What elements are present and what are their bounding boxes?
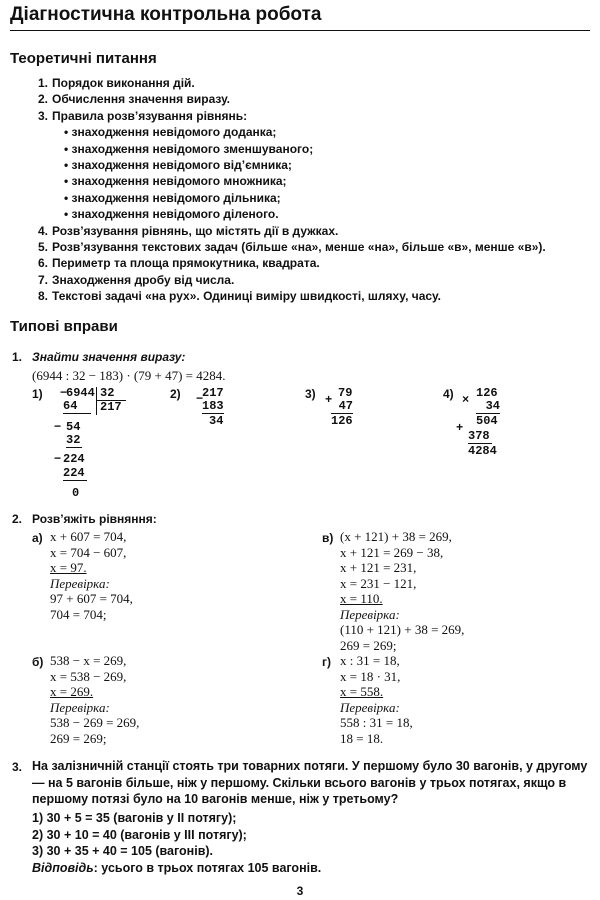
list-item: 5. Розв’язування текстових задач (більше «на», менше «на», більше «в», менше «в»). [38, 240, 546, 255]
equation-label: б) [32, 655, 44, 669]
addition-block: + 79 47 126 [325, 386, 353, 428]
division-block: − 6944 32 64 217 − 54 32 − 224 224 0 [60, 387, 74, 582]
column-label: 2) [170, 387, 181, 401]
exercise-number: 2. [12, 512, 23, 526]
multiplication-block: × 126 34 + 504 378 4284 [456, 386, 500, 458]
check-label: Перевірка: [340, 606, 400, 622]
list-item: 7. Знаходження дробу від числа. [38, 272, 235, 287]
divisor: 32 [100, 386, 115, 400]
check-label: Перевірка: [340, 699, 400, 715]
practice-heading: Типові вправи [10, 318, 118, 335]
check-label: Перевірка: [50, 575, 110, 591]
sub-item: • знаходження невідомого дільника; [64, 190, 281, 205]
equation-v: (x + 121) + 38 = 269, x + 121 = 269 − 38, x + 121 = 231, x = 231 − 121, x = 110. Перевірка: (110 + 121) + 38 = 269, 269 = 269; [340, 529, 465, 653]
column-label: 3) [305, 387, 316, 401]
theory-list [38, 75, 546, 305]
sub-2: 32 [66, 433, 81, 447]
remainder-final: 0 [72, 486, 80, 500]
sub-item: • знаходження невідомого зменшуваного; [64, 141, 314, 156]
title-rule [10, 30, 590, 31]
dividend: 6944 [66, 386, 95, 400]
problem-text: На залізничній станції стоять три товарних потяги. У першому було 30 вагонів, у другому — на 5 вагонів більше, ніж у першому. Скільки всього вагонів у трьох потягах, якщо в першому потязі було на 10 вагонів менше, ніж у третьому? [32, 759, 588, 806]
exercise-number: 3. [12, 760, 23, 774]
page-title: Діагностична контрольна робота [10, 4, 322, 25]
page-number: 3 [296, 884, 304, 898]
equation-label: в) [322, 531, 334, 545]
exercise-task: Знайти значення виразу: [32, 350, 186, 364]
sub-1: 64 [63, 400, 91, 414]
answer-line: Відповідь: усього в трьох потягах 105 вагонів. [32, 860, 322, 875]
sub-3: 224 [63, 467, 87, 481]
list-item: 4. Розв’язування рівнянь, що містять дії в дужках. [38, 223, 339, 238]
equation-a: x + 607 = 704, x = 704 − 607, x = 97. Перевірка: 97 + 607 = 704, 704 = 704; [50, 529, 133, 622]
theory-heading: Теоретичні питання [10, 50, 157, 67]
expression: (6944 : 32 − 183) · (79 + 47) = 4284. [32, 368, 226, 383]
remainder-1: 54 [66, 420, 81, 434]
exercise-task: Розв’яжіть рівняння: [32, 512, 157, 526]
sub-item: • знаходження невідомого від’ємника; [64, 158, 292, 173]
check-label: Перевірка: [50, 699, 110, 715]
list-item: 2. Обчислення значення виразу. [38, 92, 231, 107]
list-item: 3. Правила розв’язування рівнянь: [38, 108, 248, 123]
subtraction-block: − 217 183 34 [196, 386, 224, 428]
quotient: 217 [100, 400, 122, 414]
list-item: 8. Текстові задачі «на рух». Одиниці виміру швидкості, шляху, часу. [38, 289, 442, 304]
sub-item: • знаходження невідомого діленого. [64, 207, 279, 222]
column-label: 4) [443, 387, 454, 401]
equation-label: а) [32, 531, 43, 545]
column-label: 1) [32, 387, 43, 401]
remainder-2: 224 [63, 452, 85, 466]
sub-item: • знаходження невідомого множника; [64, 174, 287, 189]
equation-b: 538 − x = 269, x = 538 − 269, x = 269. Перевірка: 538 − 269 = 269, 269 = 269; [50, 653, 140, 746]
sub-item: • знаходження невідомого доданка; [64, 125, 277, 140]
solution-steps: 1) 30 + 5 = 35 (вагонів у II потягу); 2) 30 + 10 = 40 (вагонів у III потягу); 3) 30 + 35 + 40 = 105 (вагонів). Відповідь: усього в трьох потягах 105 вагонів. [32, 811, 322, 875]
list-item: 1. Порядок виконання дій. [38, 76, 195, 90]
equation-label: г) [322, 655, 331, 669]
equation-g: x : 31 = 18, x = 18 · 31, x = 558. Перевірка: 558 : 31 = 18, 18 = 18. [340, 653, 413, 746]
division-bar [96, 387, 97, 415]
list-item: 6. Периметр та площа прямокутника, квадрата. [38, 256, 320, 271]
exercise-number: 1. [12, 350, 23, 364]
